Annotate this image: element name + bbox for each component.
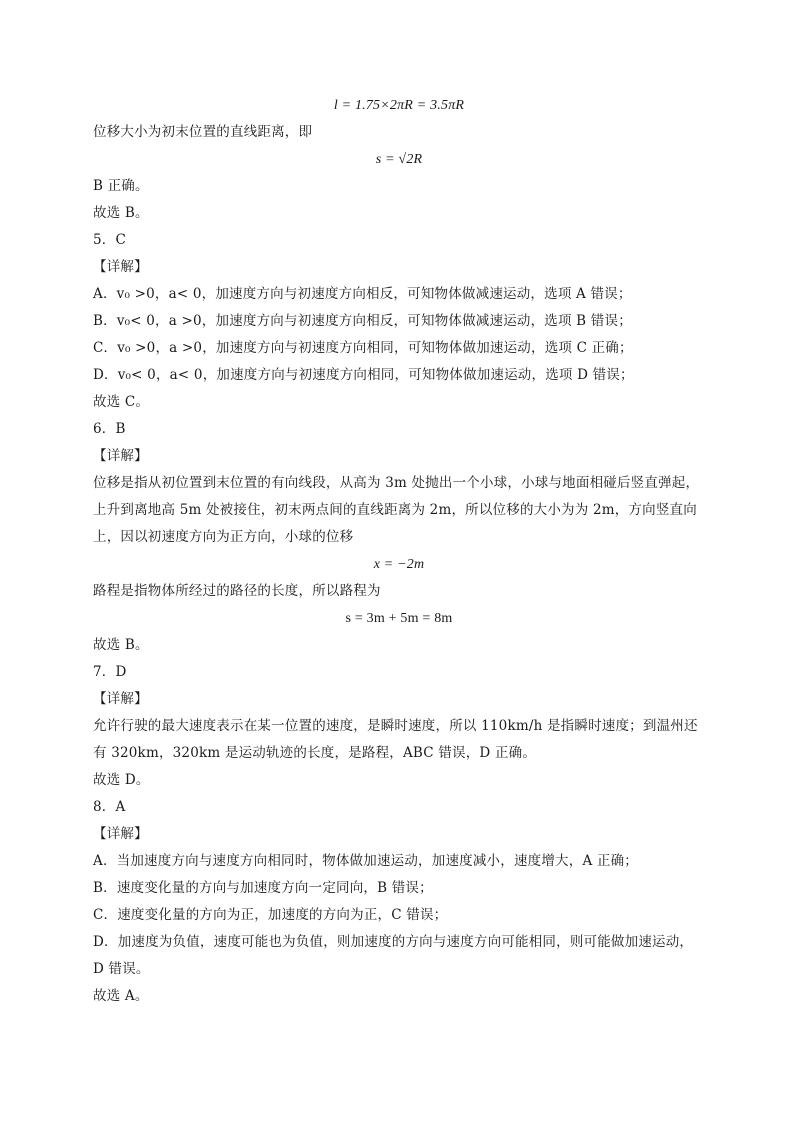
answer-line: 故选 B。 [93,205,149,221]
equation-displacement-x: x = −2m [373,557,425,572]
option-explanation: B．速度变化量的方向与加速度方向一定同向，B 错误； [93,880,433,896]
text-line: 允许行驶的最大速度表示在某一位置的速度，是瞬时速度，所以 110km/h 是指瞬时速度；到温州还 [93,718,698,734]
text-line: 有 320km，320km 是运动轨迹的长度，是路程，ABC 错误，D 正确。 [93,745,537,761]
text-line: 上升到离地高 5m 处被接住，初末两点间的直线距离为 2m，所以位移的大小为为 2m，方向竖直向 [93,502,697,518]
answer-line: 故选 A。 [93,988,149,1004]
option-explanation: C．v₀ >0，a >0，加速度方向与初速度方向相同，可知物体做加速运动，选项 C 正确； [93,340,633,356]
text-line: 位移大小为初末位置的直线距离，即 [93,124,313,140]
option-explanation: C．速度变化量的方向为正，加速度的方向为正，C 错误； [93,907,448,923]
option-explanation: D．加速度为负值，速度可能也为负值，则加速度的方向与速度方向可能相同，则可能做加速运动， [93,934,694,950]
document-page [93,92,705,1010]
answer-line: 故选 D。 [93,772,150,788]
section-heading: 【详解】 [93,259,148,275]
question-number: 8．A [93,799,126,815]
option-explanation: A．v₀ >0，a< 0，加速度方向与初速度方向相反，可知物体做减速运动，选项 A 错误； [93,286,632,302]
text-line: D 错误。 [93,961,150,977]
question-number: 5．C [93,232,127,248]
text-line: 位移是指从初位置到末位置的有向线段，从高为 3m 处抛出一个小球，小球与地面相碰后竖直弹起， [93,475,700,491]
answer-line: 故选 B。 [93,637,149,653]
text-line: 路程是指物体所经过的路径的长度，所以路程为 [93,583,381,599]
section-heading: 【详解】 [93,826,148,842]
question-number: 7．D [93,664,127,680]
equation-displacement: s = √2R [375,152,423,167]
section-heading: 【详解】 [93,691,148,707]
question-number: 6．B [93,421,126,437]
option-explanation: B．v₀< 0，a >0，加速度方向与初速度方向相反，可知物体做减速运动，选项 B 错误； [93,313,632,329]
equation-distance: s = 3m + 5m = 8m [345,611,453,626]
option-explanation: D．v₀< 0，a< 0，加速度方向与初速度方向相同，可知物体做加速运动，选项 D 错误； [93,367,634,383]
equation-path-length: l = 1.75×2πR = 3.5πR [333,98,465,113]
option-explanation: A．当加速度方向与速度方向相同时，物体做加速运动，加速度减小，速度增大，A 正确； [93,853,638,869]
text-line: 上，因以初速度方向为正方向，小球的位移 [93,529,354,545]
text-line: B 正确。 [93,178,149,194]
answer-line: 故选 C。 [93,394,150,410]
section-heading: 【详解】 [93,448,148,464]
